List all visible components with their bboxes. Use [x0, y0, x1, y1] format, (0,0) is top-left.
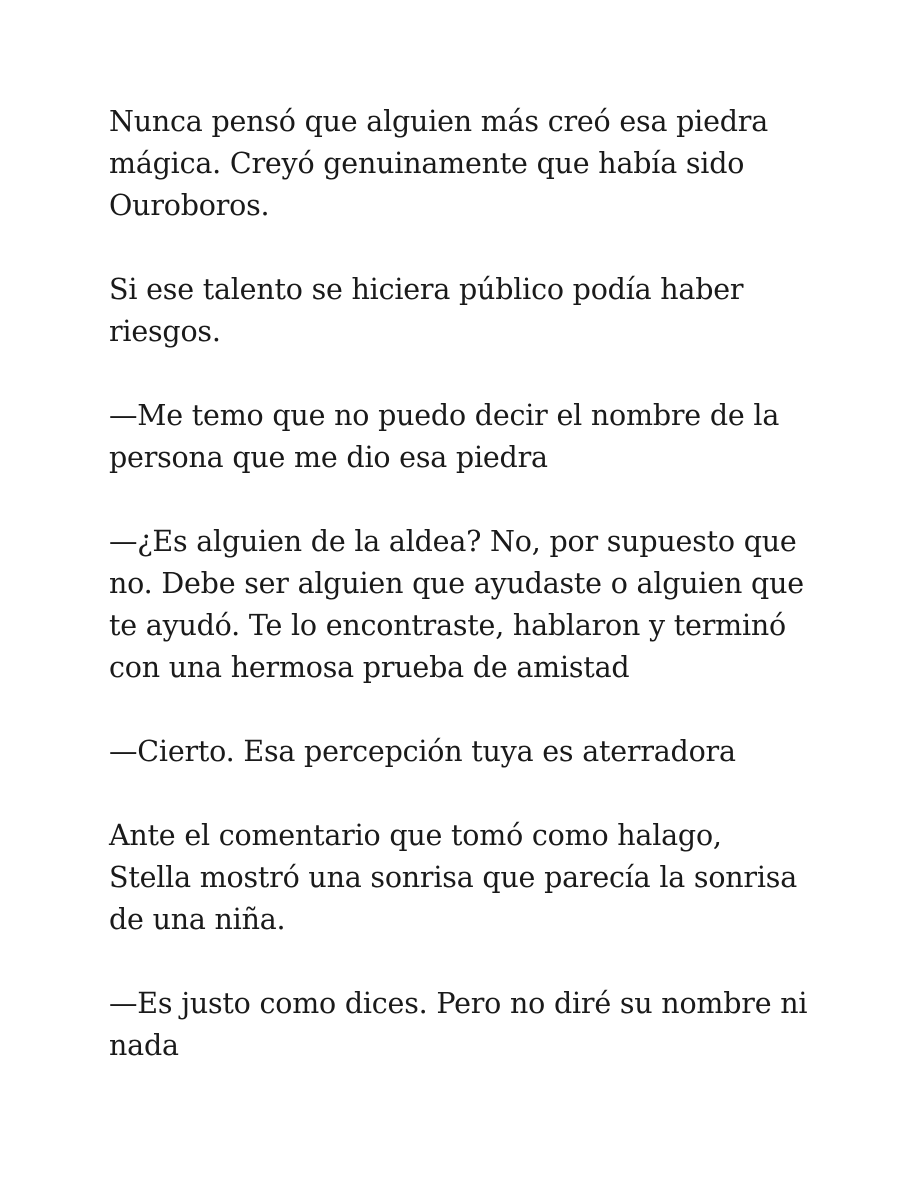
paragraph-3: —Me temo que no puedo decir el nombre de la persona que me dio esa piedra — [109, 399, 780, 474]
paragraph-7: —Es justo como dices. Pero no diré su nombre ni nada — [109, 987, 808, 1062]
paragraph-1: Nunca pensó que alguien más creó esa piedra mágica. Creyó genuinamente que había sido Ouroboros. — [109, 105, 768, 222]
paragraph-2: Si ese talento se hiciera público podía haber riesgos. — [109, 273, 744, 348]
paragraph-6: Ante el comentario que tomó como halago, Stella mostró una sonrisa que parecía la sonrisa de una niña. — [109, 819, 797, 936]
paragraph-4: —¿Es alguien de la aldea? No, por supuesto que no. Debe ser alguien que ayudaste o alguien que te ayudó. Te lo encontraste, hablaron y terminó con una hermosa prueba de amistad — [109, 525, 804, 684]
paragraph-5: —Cierto. Esa percepción tuya es aterradora — [109, 735, 736, 768]
